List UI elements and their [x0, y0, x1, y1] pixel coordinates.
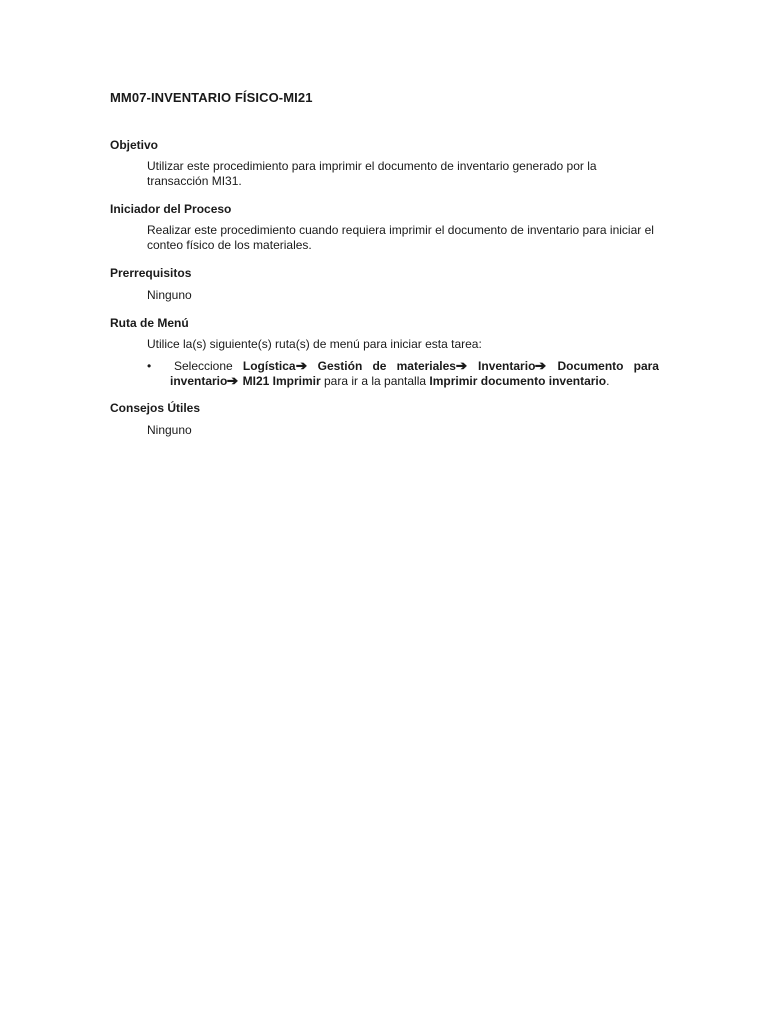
section-prerrequisitos [110, 266, 660, 303]
section-text-objetivo: Utilizar este procedimiento para imprimir el documento de inventario generado por la transacción MI31. [147, 159, 597, 188]
menu-path-lead: Seleccione [174, 358, 233, 373]
section-heading-objetivo: Objetivo [110, 138, 159, 152]
section-text-consejos: Ninguno [147, 423, 192, 437]
section-text-ruta-intro: Utilice la(s) siguiente(s) ruta(s) de menú para iniciar esta tarea: [147, 337, 482, 351]
section-heading-prerrequisitos: Prerrequisitos [110, 266, 192, 280]
section-heading-consejos: Consejos Útiles [110, 401, 201, 415]
menu-path-item: Gestión de materiales [317, 358, 456, 373]
section-ruta [110, 316, 660, 390]
section-consejos [110, 401, 660, 438]
section-iniciador [110, 202, 660, 252]
section-objetivo [110, 138, 660, 188]
bullet-icon: • [147, 358, 152, 373]
document-title: MM07-INVENTARIO FÍSICO-MI21 [110, 90, 313, 105]
menu-path-item: Inventario [478, 358, 536, 373]
menu-path-end: . [606, 374, 610, 388]
section-heading-ruta: Ruta de Menú [110, 316, 189, 330]
menu-path-item: Documento para inventario [170, 358, 659, 388]
arrow-right-icon: ➔ [455, 357, 468, 373]
menu-path-screen-name: Imprimir documento inventario [429, 374, 607, 388]
arrow-right-icon: ➔ [535, 357, 547, 373]
menu-path-text [170, 359, 659, 390]
menu-path-middle-text: para ir a la pantalla [323, 374, 427, 388]
arrow-right-icon: ➔ [227, 373, 239, 388]
section-text-prerrequisitos: Ninguno [147, 288, 192, 302]
menu-path-list-item [147, 359, 659, 390]
section-text-iniciador: Realizar este procedimiento cuando requiera imprimir el documento de inventario para iniciar el conteo físico de los materiales. [147, 223, 654, 252]
menu-path-item: Logística [242, 358, 296, 373]
section-heading-iniciador: Iniciador del Proceso [110, 202, 232, 216]
menu-path-item: MI21 Imprimir [242, 374, 321, 388]
arrow-right-icon: ➔ [295, 357, 307, 373]
